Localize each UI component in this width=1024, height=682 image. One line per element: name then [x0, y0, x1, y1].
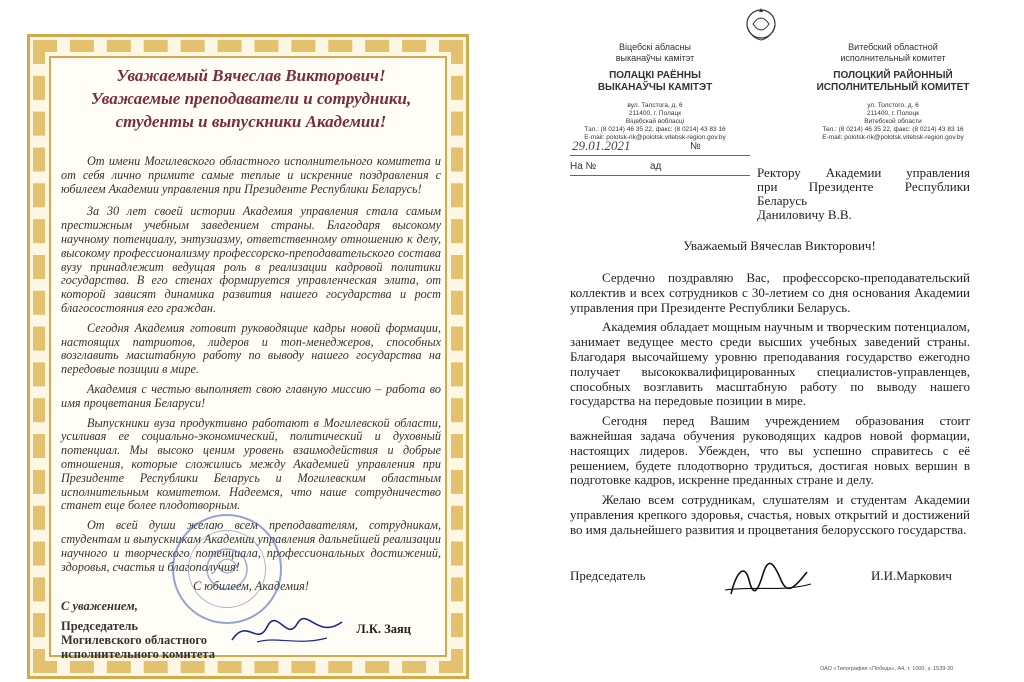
letter-paragraph: Сердечно поздравляю Вас, профессорско-преподавательский коллектив и всех сотрудников с 30-летием со дня основания Академии управления при Президенте Республики Беларусь.	[570, 270, 970, 315]
header-address-line: Віцебскай вобласці	[625, 118, 685, 125]
salutation: Уважаемый Вячеслав Викторович!	[683, 238, 876, 253]
header-org-line: Витебский областной	[848, 42, 938, 52]
recipient-line: Ректору Академии управления	[757, 165, 970, 180]
letter-paragraph: От имени Могилевского областного исполнительного комитета и от себя лично примите самые теплые и искренние поздравления с юбилеем Академии управления при Президенте Республики Беларусь!	[61, 154, 441, 196]
header-address-line: Витебской области	[864, 118, 922, 125]
signer-title: исполнительного комитета	[61, 646, 215, 661]
print-footer: ОАО «Типография «Победа», А4, т. 1000, з. 1539-20	[820, 666, 954, 672]
signer-name: И.И.Маркович	[871, 568, 952, 583]
header-org-line: Віцебскі абласны	[619, 42, 691, 52]
ad-label: ад	[650, 161, 662, 172]
header-russian	[793, 42, 993, 142]
header-email: E-mail: polotsk-rik@polotsk.vitebsk-region.gov.by	[822, 134, 964, 141]
letter-paragraph: Желаю всем сотрудникам, слушателям и студентам Академии управления крепкого здоровья, счастья, новых открытий и достижений во имя дальнейшего развития и процветания белорусского государства.	[570, 492, 970, 537]
signer-title: Председатель	[570, 568, 646, 583]
handwritten-signature-icon	[227, 612, 347, 650]
greeting-line: Уважаемый Вячеслав Викторович!	[116, 66, 386, 85]
recipient-line: Беларусь	[757, 193, 808, 208]
letter-paragraph: Выпускники вуза продуктивно работают в Могилевской области, усиливая ее социально-экономический, политический и духовный потенциал. Мы высоко ценим уровень взаимодействия и добрые отношения, которые сложились между Академией управления при Президенте Республики Беларусь и Могилевским областным исполнительным комитетом. Надеемся, что наше сотрудничество станет еще более плодотворным.	[61, 415, 441, 513]
greeting-line: студенты и выпускники Академии!	[115, 112, 387, 131]
header-address-line: 211400, г. Полоцк	[866, 110, 920, 117]
respect-line: С уважением,	[61, 599, 138, 614]
header-name-line: ВЫКАНАЎЧЫ КАМІТЭТ	[597, 82, 713, 93]
official-seal-icon	[172, 514, 282, 624]
state-emblem-icon	[743, 6, 779, 42]
signer-title: Председатель	[61, 618, 139, 633]
signer-title: Могилевского областного	[61, 632, 208, 647]
recipient-line: Даниловичу В.В.	[757, 207, 852, 222]
letter-body	[570, 271, 970, 543]
handwritten-signature-icon	[723, 560, 813, 600]
closing-line: С юбилеем, Академия!	[193, 579, 309, 594]
letter-paragraph: От всей души желаю всем преподавателям, сотрудникам, студентам и выпускникам Академии управления дальнейшей реализации научного и творческого потенциала, профессиональных достижений, здоровья, счастья и благополучия!	[61, 518, 441, 574]
header-org-line: исполнительный комитет	[840, 53, 946, 63]
left-letter	[27, 34, 469, 679]
signer-name: Л.К. Заяц	[356, 622, 411, 636]
letter-paragraph: Академия с честью выполняет свою главную миссию – работа во имя процветания Беларуси!	[61, 381, 441, 410]
letter-date: 29.01.2021	[572, 138, 631, 153]
date-row	[570, 140, 750, 156]
letter-paragraph: Сегодня перед Вашим учреждением образования стоит важнейшая задача обучения руководящих кадров новой формации, настоящих лидеров. Убежден, что вы успешно справитесь с её решением, будете плодотворно трудиться, достигая новых вершин в подготовке кадров, искренне преданных стране и делу.	[570, 413, 970, 488]
letter-paragraph: За 30 лет своей истории Академия управления стала самым престижным учебным заведением страны. Благодаря высокому научному потенциалу, энтузиазму, ответственному отношению к делу, высокому профессионализму профессорско-преподавательского состава вузу принадлежит ведущая роль в реализации кадровой политики государства. В его стенах формируется управленческая элита, от которой зависят динамика развития нашего государства и рост благосостояния его граждан.	[61, 204, 441, 315]
header-phone: Тел.: (8 0214) 46 35 22, факс: (8 0214) 43 83 16	[822, 126, 964, 133]
recipient-line: при Президенте Республики	[757, 179, 970, 194]
letter-paragraph: Академия обладает мощным научным и творческим потенциалом, занимает ведущее место среди высших учебных заведений страны. Благодаря высочайшему уровню преподавания государство ежегодно получает высококвалифицированных специалистов-управленцев, способных возглавить масштабную работу по выводу нашего государства на передовые позиции в мире.	[570, 319, 970, 409]
na-label: На №	[570, 161, 597, 172]
header-address-line: 211400, г. Полацк	[628, 110, 682, 117]
right-letter	[535, 0, 1024, 682]
header-name-line: ПОЛОЦКИЙ РАЙОННЫЙ	[833, 70, 953, 81]
letter-paragraph: Сегодня Академия готовит руководящие кадры новой формации, настоящих патриотов, лидеров и топ-менеджеров, способных возглавить масштабную работу по выводу нашего государства на передовые позиции в мире.	[61, 320, 441, 377]
greeting-line: Уважаемые преподаватели и сотрудники,	[90, 89, 412, 108]
header-email: E-mail: polotsk-rik@polotsk.vitebsk-region.gov.by	[584, 134, 726, 141]
header-org-line: выканаўчы камітэт	[615, 53, 695, 63]
header-name-line: ИСПОЛНИТЕЛЬНЫЙ КОМИТЕТ	[816, 82, 970, 93]
header-phone: Тэл.: (8 0214) 46 35 22, факс: (8 0214) 43 83 16	[584, 126, 726, 133]
header-name-line: ПОЛАЦКІ РАЁННЫ	[609, 70, 701, 81]
recipient-block	[757, 166, 970, 222]
header-belarusian	[555, 42, 755, 142]
header-address-line: вул. Талстога, д. 6	[627, 102, 683, 109]
number-label: №	[690, 141, 701, 152]
reference-block	[570, 140, 750, 180]
header-address-line: ул. Толстого, д. 6	[867, 102, 919, 109]
ref-row	[570, 160, 750, 176]
